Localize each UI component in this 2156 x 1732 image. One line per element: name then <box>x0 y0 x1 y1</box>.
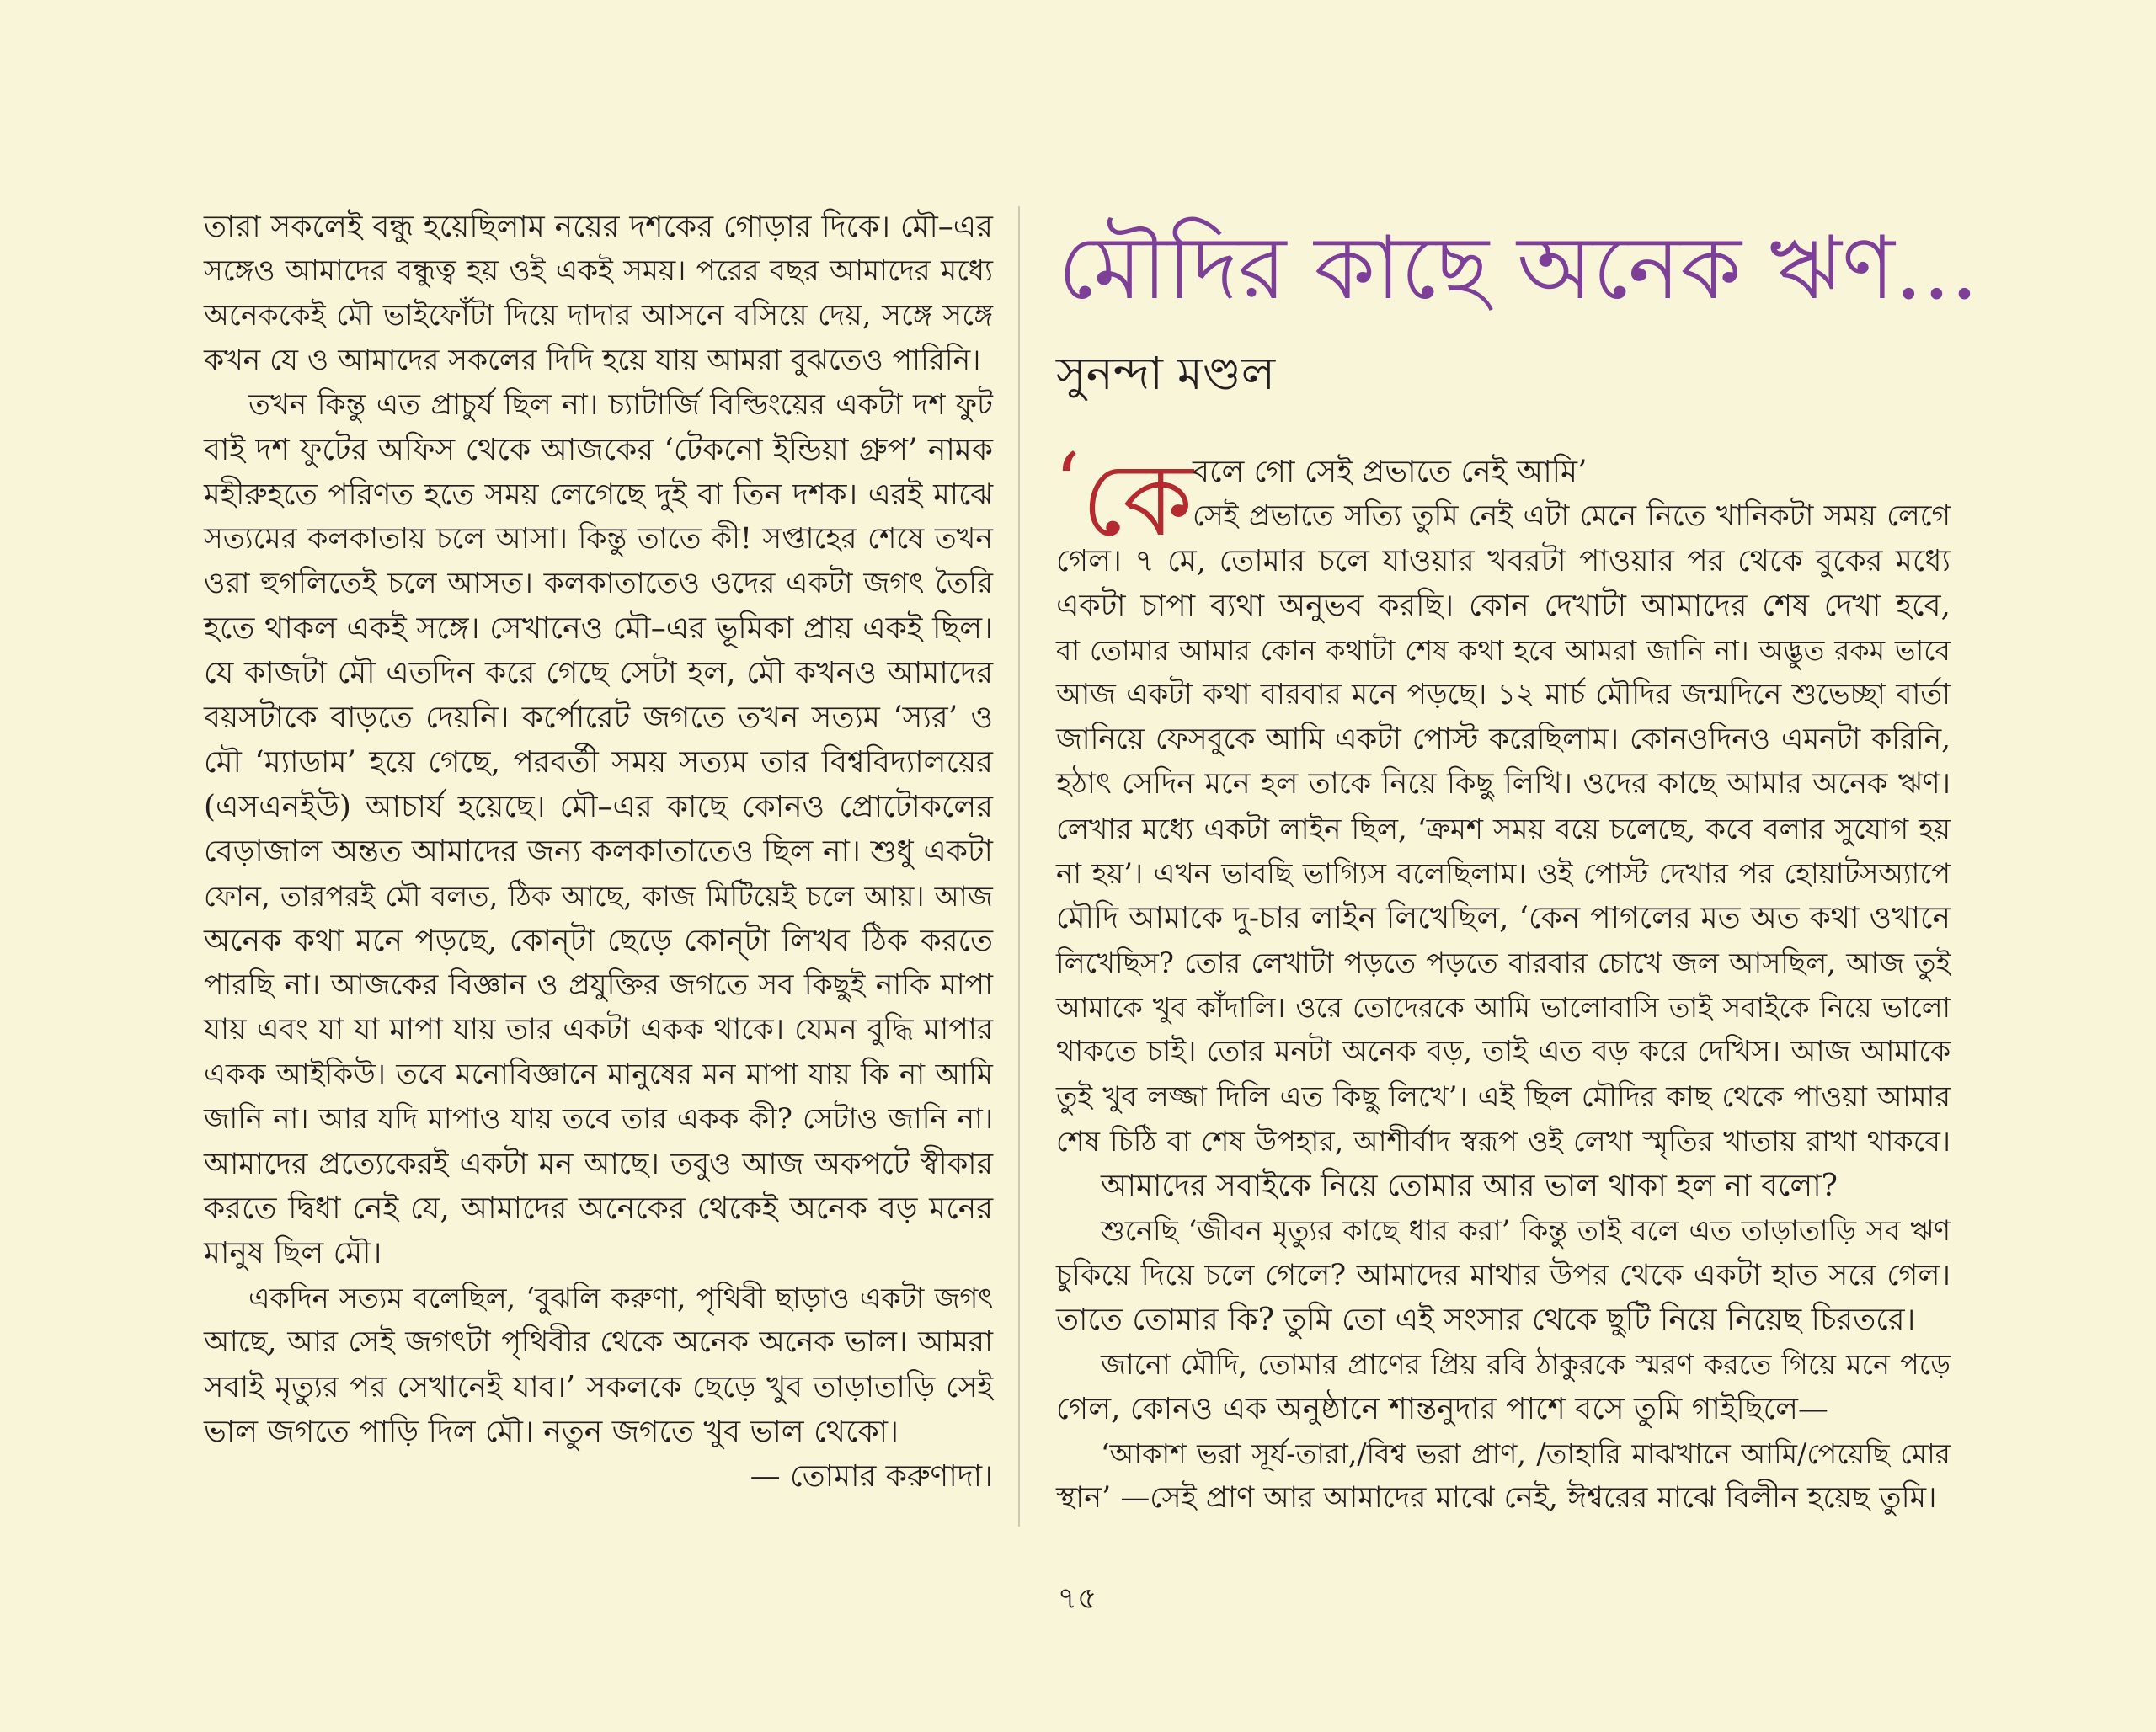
article-body <box>1056 450 1951 1521</box>
text-line: শেষ চিঠি বা শেষ উপহার, আশীর্বাদ স্বরূপ ওই লেখা স্মৃতির খাতায় রাখা থাকবে। <box>1056 1125 1951 1158</box>
text-line: তখন কিন্তু এত প্রাচুর্য ছিল না। চ্যাটার্জি বিল্ডিংয়ের একটা দশ ফুট <box>248 388 993 422</box>
text-line: যে কাজটা মৌ এতদিন করে গেছে সেটা হল, মৌ কখনও আমাদের <box>204 656 993 690</box>
text-line: অনেক কথা মনে পড়ছে, কোন্‌টা ছেড়ে কোন্‌টা লিখব ঠিক করতে <box>204 924 993 958</box>
text-line: লেখার মধ্যে একটা লাইন ছিল, ‘ক্রমশ সময় বয়ে চলেছে, কবে বলার সুযোগ হয় <box>1056 813 1951 845</box>
text-line: ‘আকাশ ভরা সূর্য-তারা,/বিশ্ব ভরা প্রাণ, /তাহারি মাঝখানে আমি/পেয়েছি মোর <box>1101 1437 1951 1470</box>
text-line: চুকিয়ে দিয়ে চলে গেলে? আমাদের মাথার উপর থেকে একটা হাত সরে গেল। <box>1056 1258 1951 1292</box>
text-line: হঠাৎ সেদিন মনে হল তাকে নিয়ে কিছু লিখি। ওদের কাছে আমার অনেক ঋণ। <box>1056 767 1951 801</box>
text-line: না হয়’। এখন ভাবছি ভাগ্যিস বলেছিলাম। ওই পোস্ট দেখার পর হোয়াটসঅ্যাপে <box>1056 857 1951 890</box>
text-line: কখন যে ও আমাদের সকলের দিদি হয়ে যায় আমরা বুঝতেও পারিনি। <box>204 344 981 377</box>
text-line: জানিয়ে ফেসবুকে আমি একটা পোস্ট করেছিলাম। কোনওদিনও এমনটা করিনি, <box>1056 722 1951 756</box>
text-line: একক আইকিউ। তবে মনোবিজ্ঞানে মানুষের মন মাপা যায় কি না আমি <box>204 1058 993 1091</box>
text-line: বয়সটাকে বাড়তে দেয়নি। কর্পোরেট জগতে তখন সত্যম ‘স্যর’ ও <box>204 701 993 735</box>
text-line: গেল। ৭ মে, তোমার চলে যাওয়ার খবরটা পাওয়ার পর থেকে বুকের মধ্যে <box>1056 544 1951 578</box>
text-line: তারা সকলেই বন্ধু হয়েছিলাম নয়ের দশকের গোড়ার দিকে। মৌ–এর <box>204 210 993 244</box>
text-line: বাই দশ ফুটের অফিস থেকে আজকের ‘টেকনো ইন্ডিয়া গ্রুপ’ নামক <box>204 433 993 467</box>
text-line: জানো মৌদি, তোমার প্রাণের প্রিয় রবি ঠাকুরকে স্মরণ করতে গিয়ে মনে পড়ে <box>1101 1348 1951 1381</box>
text-line: মৌ ‘ম্যাডাম’ হয়ে গেছে, পরবর্তী সময় সত্যম তার বিশ্ববিদ্যালয়ের <box>204 745 993 780</box>
text-line: আমাকে খুব কাঁদালি। ওরে তোদেরকে আমি ভালোবাসি তাই সবাইকে নিয়ে ভালো <box>1056 991 1951 1024</box>
text-line: লিখেছিস? তোর লেখাটা পড়তে পড়তে বারবার চোখে জল আসছিল, আজ তুই <box>1056 946 1951 979</box>
text-line: স্থান’ —সেই প্রাণ আর আমাদের মাঝে নেই, ঈশ্বরের মাঝে বিলীন হয়েছ তুমি। <box>1056 1481 1937 1515</box>
text-line: (এসএনইউ) আচার্য হয়েছে। মৌ–এর কাছে কোনও প্রোটোকলের <box>204 790 993 824</box>
article-author: সুনন্দা মণ্ডল <box>1056 347 1276 400</box>
text-line: মানুষ ছিল মৌ। <box>204 1236 382 1271</box>
text-line: আমাদের সবাইকে নিয়ে তোমার আর ভাল থাকা হল না বলো? <box>1101 1169 1838 1203</box>
text-line: সবাই মৃত্যুর পর সেখানেই যাব।’ সকলকে ছেড়ে খুব তাড়াতাড়ি সেই <box>204 1370 993 1404</box>
text-line: একটা চাপা ব্যথা অনুভব করছি। কোন দেখাটা আমাদের শেষ দেখা হবে, <box>1056 589 1951 623</box>
text-line: থাকতে চাই। তোর মনটা অনেক বড়, তাই এত বড় করে দেখিস। আজ আমাকে <box>1056 1035 1951 1069</box>
text-line: করতে দ্বিধা নেই যে, আমাদের অনেকের থেকেই অনেক বড় মনের <box>204 1191 993 1226</box>
text-line: একদিন সত্যম বলেছিল, ‘বুঝলি করুণা, পৃথিবী ছাড়াও একটা জগৎ <box>248 1282 993 1314</box>
text-line: যায় এবং যা যা মাপা যায় তার একটা একক থাকে। যেমন বুদ্ধি মাপার <box>204 1013 993 1047</box>
text-line: সঙ্গেও আমাদের বন্ধুত্ব হয় ওই একই সময়। পরের বছর আমাদের মধ্যে <box>204 254 993 288</box>
text-line: তুই খুব লজ্জা দিলি এত কিছু লিখে’। এই ছিল মৌদির কাছ থেকে পাওয়া আমার <box>1056 1080 1951 1113</box>
text-line: সত্যমের কলকাতায় চলে আসা। কিন্তু তাতে কী! সপ্তাহের শেষে তখন <box>204 522 993 556</box>
text-line: শুনেছি ‘জীবন মৃত্যুর কাছে ধার করা’ কিন্তু তাই বলে এত তাড়াতাড়ি সব ঋণ <box>1101 1214 1951 1247</box>
text-line: মহীরুহতে পরিণত হতে সময় লেগেছে দুই বা তিন দশক। এরই মাঝে <box>204 477 993 512</box>
column-divider <box>1018 206 1020 1527</box>
text-line: ফোন, তারপরই মৌ বলত, ঠিক আছে, কাজ মিটিয়েই চলে আয়। আজ <box>204 880 993 913</box>
drop-cap-letters: কে <box>1081 442 1193 559</box>
page-number: ৭৫ <box>1057 1581 1097 1616</box>
text-line: বেড়াজাল অন্তত আমাদের জন্য কলকাতাতেও ছিল না। শুধু একটা <box>204 834 993 869</box>
text-line: জানি না। আর যদি মাপাও যায় তবে তার একক কী? সেটাও জানি না। <box>204 1102 993 1136</box>
text-line: বলে গো সেই প্রভাতে নেই আমি’ <box>1193 455 1588 489</box>
text-line: সেই প্রভাতে সত্যি তুমি নেই এটা মেনে নিতে খানিকটা সময় লেগে <box>1193 499 1951 533</box>
article-title: মৌদির কাছে অনেক ঋণ... <box>1058 216 1978 319</box>
text-line: ভাল জগতে পাড়ি দিল মৌ। নতুন জগতে খুব ভাল থেকো। <box>204 1415 899 1449</box>
text-line: আমাদের প্রত্যেকেরই একটা মন আছে। তবুও আজ অকপটে স্বীকার <box>204 1147 993 1181</box>
text-line: হতে থাকল একই সঙ্গে। সেখানেও মৌ–এর ভূমিকা প্রায় একই ছিল। <box>204 611 993 646</box>
text-line: তাতে তোমার কি? তুমি তো এই সংসার থেকে ছুটি নিয়ে নিয়েছ চিরতরে। <box>1056 1303 1916 1337</box>
text-line: গেল, কোনও এক অনুষ্ঠানে শান্তনুদার পাশে বসে তুমি গাইছিলে— <box>1056 1392 1828 1426</box>
signature-line: — তোমার করুণাদা। <box>750 1459 993 1494</box>
text-line: পারছি না। আজকের বিজ্ঞান ও প্রযুক্তির জগতে সব কিছুই নাকি মাপা <box>204 968 993 1002</box>
text-line: অনেককেই মৌ ভাইফোঁটা দিয়ে দাদার আসনে বসিয়ে দেয়, সঙ্গে সঙ্গে <box>204 299 993 333</box>
text-line: ওরা হুগলিতেই চলে আসত। কলকাতাতেও ওদের একটা জগৎ তৈরি <box>204 567 993 600</box>
text-line: আছে, আর সেই জগৎটা পৃথিবীর থেকে অনেক অনেক ভাল। আমরা <box>204 1325 993 1359</box>
text-line: আজ একটা কথা বারবার মনে পড়ছে। ১২ মার্চ মৌদির জন্মদিনে শুভেচ্ছা বার্তা <box>1056 678 1951 711</box>
text-line: মৌদি আমাকে দু-চার লাইন লিখেছিল, ‘কেন পাগলের মত অত কথা ওখানে <box>1056 901 1951 935</box>
drop-cap-quote: ‘ <box>1054 436 1081 530</box>
left-column <box>204 205 993 1499</box>
text-line: বা তোমার আমার কোন কথাটা শেষ কথা হবে আমরা জানি না। অদ্ভুত রকম ভাবে <box>1056 634 1951 667</box>
